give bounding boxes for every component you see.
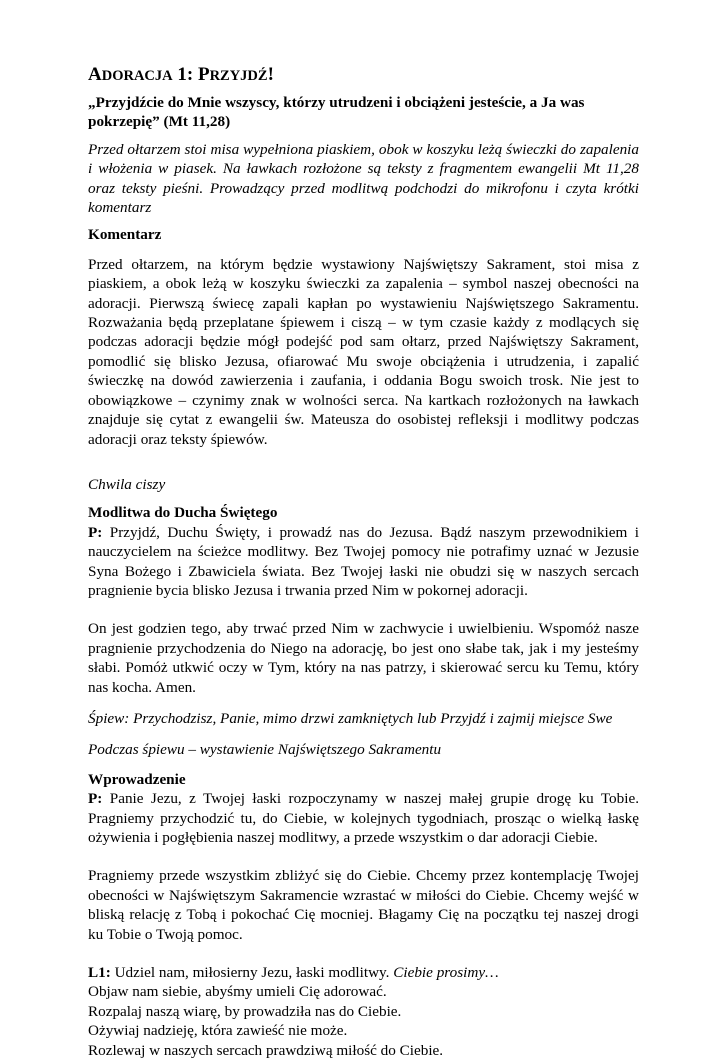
podczas-note: Podczas śpiewu – wystawienie Najświętszego Sakramentu — [88, 741, 442, 759]
chwila-ciszy: Chwila ciszy — [88, 475, 166, 493]
modlitwa-paragraph-2: On jest godzien tego, aby trwać przed Nim w zachwycie i uwielbieniu. Wspomóż nasze pragnienie przychodzenia do Niego na adorację, bo jest ono słabe tak, jak i my jesteśmy słabi. Pomóż utkwić oczy w Tym, który na nas patrzy, i skierować sercu ku Temu, który nas kocha. Amen. — [88, 620, 639, 696]
litania-line: Objaw nam siebie, abyśmy umieli Cię adorować. — [88, 983, 387, 1001]
modlitwa-heading: Modlitwa do Ducha Świętego — [88, 504, 278, 522]
speaker-label: P: — [88, 790, 103, 808]
litania-response: Ciebie prosimy… — [393, 964, 499, 982]
wprowadzenie-heading: Wprowadzenie — [88, 770, 186, 788]
speaker-label: P: — [88, 523, 103, 541]
document-page — [88, 64, 639, 1060]
komentarz-text: Przed ołtarzem, na którym będzie wystawiony Najświętszy Sakrament, stoi misa z piaskiem, a obok leżą w koszyku świeczki za zapalenia – symbol naszej obecności na adoracji. Pierwszą świecę zapali kapłan po wystawieniu Najświętszego Sakramentu. Rozważania będą przeplatane śpiewem i ciszą – w tym czasie każdy z modlących się podczas adoracji będzie mógł podejść pod sam ołtarz, przed Najświętszy Sakrament, pomodlić się blisko Jezusa, ofiarować Mu swoje obciążenia i utrudzenia, i zapalić świeczkę na dowód zawierzenia i zaufania, i oddania Bogu swoich trosk. Nie jest to obowiązkowe – czynimy znak w wolności serca. Na kartkach rozłożonych na ławkach znajduje się cytat z ewangelii św. Mateusza do osobistej refleksji i modlitwy podczas adoracji oraz teksty śpiewów. — [88, 255, 639, 448]
spiew-note: Śpiew: Przychodzisz, Panie, mimo drzwi zamkniętych lub Przyjdź i zajmij miejsce Swe — [88, 709, 613, 727]
intro-instructions: Przed ołtarzem stoi misa wypełniona piaskiem, obok w koszyku leżą świeczki do zapalenia i włożenia w piasek. Na ławkach rozłożone są teksty z fragmentem ewangelii Mt 11,28 oraz teksty pieśni. Prowadzący przed modlitwą podchodzi do mikrofonu i czyta krótki komentarz — [88, 140, 639, 217]
page-title: ADORACJA 1: PRZYJDŹ! — [88, 64, 274, 85]
modlitwa-paragraph-1: P: Przyjdź, Duchu Święty, i prowadź nas do Jezusa. Bądź naszym przewodnikiem i nauczycielem na ścieżce modlitwy. Bez Twojej pomocy nie potrafimy uznać w Jezusie Syna Bożego i Zbawiciela świata. Bez Twojej łaski nie obudzi się w naszych sercach pragnienie bycia blisko Jezusa i trwania przed Nim w pokornej adoracji. — [88, 523, 639, 599]
komentarz-heading: Komentarz — [88, 226, 162, 244]
litania-line: Ożywiaj nadzieję, która zawieść nie może. — [88, 1022, 348, 1040]
wprowadzenie-paragraph-1: P: Panie Jezu, z Twojej łaski rozpoczynamy w naszej małej grupie drogę ku Tobie. Pragniemy przychodzić tu, do Ciebie, w kolejnych tygodniach, prosząc o wielką łaskę ożywienia i pogłębienia naszej modlitwy, a przede wszystkim o dar adoracji Ciebie. — [88, 790, 639, 846]
speaker-label: L1: — [88, 964, 111, 982]
scripture-quote: „Przyjdźcie do Mnie wszyscy, którzy utrudzeni i obciążeni jesteście, a Ja was pokrzepię” (Mt 11,28) — [88, 94, 585, 131]
litania-first-line: L1: Udziel nam, miłosierny Jezu, łaski modlitwy. Ciebie prosimy… — [88, 964, 499, 982]
wprowadzenie-paragraph-2: Pragniemy przede wszystkim zbliżyć się do Ciebie. Chcemy przez kontemplację Twojej obecności w Najświętszym Sakramencie wzrastać w miłości do Ciebie. Chcemy wejść w bliską relację z Tobą i pokochać Cię mocniej. Błagamy Cię na początku tej naszej drogi ku Tobie o Twoją pomoc. — [88, 867, 639, 943]
litania-line: Rozlewaj w naszych sercach prawdziwą miłość do Ciebie. — [88, 1041, 444, 1059]
litania-line: Rozpalaj naszą wiarę, by prowadziła nas do Ciebie. — [88, 1002, 402, 1020]
